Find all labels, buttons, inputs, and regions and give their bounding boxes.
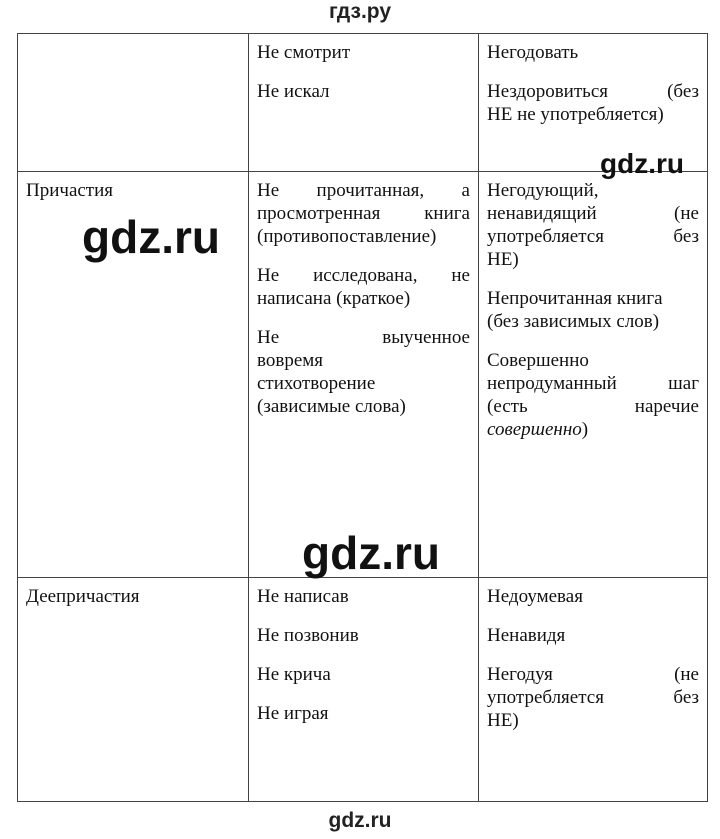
site-header: гдз.ру <box>328 0 392 23</box>
table-row <box>18 34 708 172</box>
table-row <box>18 172 708 578</box>
example-cell-joined: Негодовать Нездоровиться (без НЕ не употребляется) <box>479 34 708 172</box>
example-cell-separate: Не написав Не позвонив Не крича Не играя <box>249 578 479 802</box>
table-row <box>18 578 708 802</box>
grammar-table <box>17 33 708 802</box>
category-cell <box>18 34 249 172</box>
site-footer: gdz.ru <box>328 809 392 832</box>
category-cell: Деепричастия <box>18 578 249 802</box>
example-cell-separate: Не смотрит Не искал <box>249 34 479 172</box>
example-cell-joined: Негодующий, ненавидящий (не употребляется без НЕ) Непрочитанная книга (без зависимых слов) Совершенно непродуманный шаг (есть наречие совершенно) <box>479 172 708 578</box>
category-cell: Причастия <box>18 172 249 578</box>
watermark: gdz.ru <box>600 148 684 179</box>
example-cell-separate: Не прочитанная, а просмотренная книга (противопоставление) Не исследована, не написана (краткое) Не выученное вовремя стихотворение (зависимые слова) <box>249 172 479 578</box>
watermark: gdz.ru <box>82 211 220 263</box>
watermark: gdz.ru <box>302 527 440 579</box>
example-cell-joined: Недоумевая Ненавидя Негодуя (не употребляется без НЕ) <box>479 578 708 802</box>
